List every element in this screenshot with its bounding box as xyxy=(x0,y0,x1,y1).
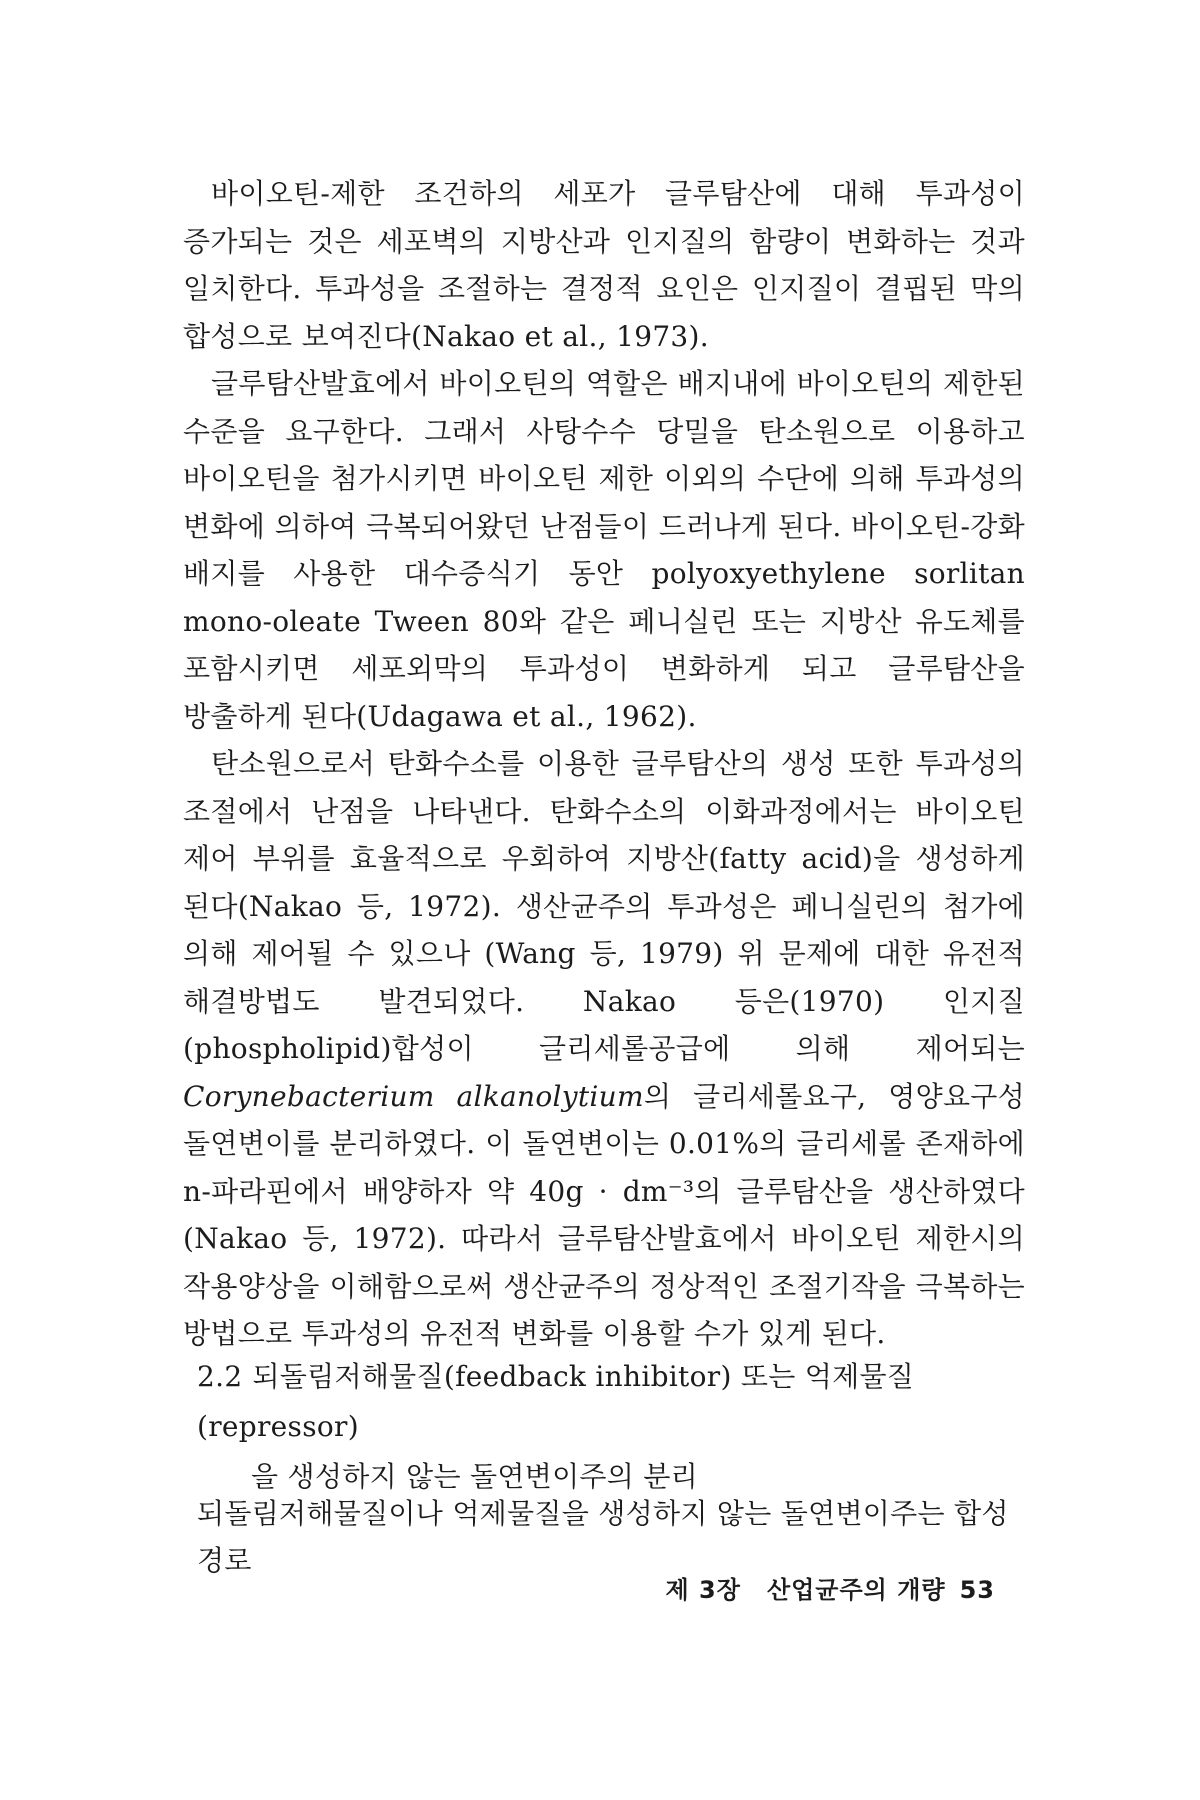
paragraph-1 xyxy=(183,170,1025,360)
section-heading xyxy=(197,1352,1027,1502)
section-title-line-1: 되돌림저해물질(feedback inhibitor) 또는 억제물질(repressor) xyxy=(197,1360,915,1443)
species-name: Corynebacterium alkanolytium xyxy=(183,1079,644,1113)
footer-title: 산업균주의 개량 xyxy=(766,1576,946,1604)
body-text xyxy=(183,170,1025,1358)
paragraph-3-text-start: 탄소원으로서 탄화수소를 이용한 글루탐산의 생성 또한 투과성의 조절에서 난점을 나타낸다. 탄화수소의 이화과정에서는 바이오틴 제어 부위를 효율적으로 우회하여 지방산(fatty acid)을 생성하게 된다(Nakao 등, 1972). 생산균주의 투과성은 페니실린의 첨가에 의해 제어될 수 있으나 (Wang 등, 1979) 위 문제에 대한 유전적 해결방법도 발견되었다. Nakao 등은(1970) 인지질(phospholipid)합성이 글리세롤공급에 의해 제어되는 xyxy=(183,747,1025,1065)
section-title-line-2: 을 생성하지 않는 돌연변이주의 분리 xyxy=(251,1460,699,1493)
section-number: 2.2 xyxy=(197,1360,243,1393)
page-footer xyxy=(666,1570,996,1605)
footer-chapter: 제 3장 xyxy=(665,1576,741,1604)
paragraph-3-text-end: 의 글리세롤요구, 영양요구성 돌연변이를 분리하였다. 이 돌연변이는 0.01%의 글리세롤 존재하에 n-파라핀에서 배양하자 약 40g · dm⁻³의 글루탐산을 생산하였다(Nakao 등, 1972). 따라서 글루탐산발효에서 바이오틴 제한시의 작용양상을 이해함으로써 생산균주의 정상적인 조절기작을 극복하는 방법으로 투과성의 유전적 변화를 이용할 수가 있게 된다. xyxy=(183,1079,1025,1350)
page-number: 53 xyxy=(959,1576,995,1604)
bottom-paragraph: 되돌림저해물질이나 억제물질을 생성하지 않는 돌연변이주는 합성 경로 xyxy=(197,1497,1009,1577)
paragraph-3 xyxy=(183,740,1025,1358)
paragraph-1-text: 바이오틴-제한 조건하의 세포가 글루탐산에 대해 투과성이 증가되는 것은 세포벽의 지방산과 인지질의 함량이 변화하는 것과 일치한다. 투과성을 조절하는 결정적 요인은 인지질이 결핍된 막의 합성으로 보여진다(Nakao et al., 1973). xyxy=(183,177,1025,353)
paragraph-2-text: 글루탐산발효에서 바이오틴의 역할은 배지내에 바이오틴의 제한된 수준을 요구한다. 그래서 사탕수수 당밀을 탄소원으로 이용하고 바이오틴을 첨가시키면 바이오틴 제한 이외의 수단에 의해 투과성의 변화에 의하여 극복되어왔던 난점들이 드러나게 된다. 바이오틴-강화 배지를 사용한 대수증식기 동안 polyoxyethylene sorlitan mono-oleate Tween 80와 같은 페니실린 또는 지방산 유도체를 포함시키면 세포외막의 투과성이 변화하게 되고 글루탐산을 방출하게 된다(Udagawa et al., 1962). xyxy=(183,367,1025,733)
paragraph-2 xyxy=(183,360,1025,740)
